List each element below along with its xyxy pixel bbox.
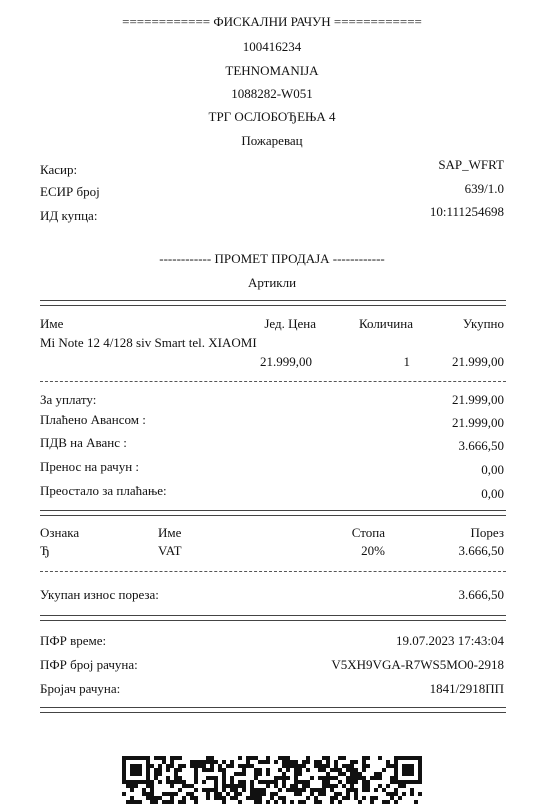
total-label: Плаћено Авансом : (40, 412, 146, 427)
total-value: 21.999,00 (452, 392, 504, 407)
total-value: 21.999,00 (452, 415, 504, 430)
info-value: 10:111254698 (429, 204, 504, 219)
pfr-row-number (40, 657, 504, 675)
tax-table-row (40, 543, 504, 561)
pfr-value: 19.07.2023 17:43:04 (396, 633, 504, 648)
item-quantity: 1 (403, 354, 410, 369)
tax-col-header-name: Име (158, 525, 182, 540)
company-name: TEHNOMANIJA (225, 63, 319, 78)
total-label: Пренос на рачун : (40, 459, 140, 474)
totals-row-advance-vat (40, 435, 504, 453)
item-total: 21.999,00 (452, 354, 504, 369)
tax-code: Ђ (40, 543, 50, 558)
col-header-quantity: Количина (358, 316, 413, 331)
separator-double (40, 707, 506, 713)
item-values-row (40, 354, 504, 372)
total-value: 3.666,50 (458, 438, 504, 453)
separator-double (40, 615, 506, 621)
qr-code-graphic (122, 756, 422, 804)
totals-row-payable (40, 392, 504, 410)
totals-row-transfer (40, 459, 504, 477)
total-label: Преостало за плаћање: (40, 483, 167, 498)
section-title: ------------ ПРОМЕТ ПРОДАЈА ------------ (159, 251, 385, 266)
total-label: За уплату: (40, 392, 97, 407)
info-label: ИД купца: (40, 208, 98, 223)
pfr-label: Бројач рачуна: (40, 681, 121, 696)
info-label: ЕСИР број (40, 184, 100, 199)
pfr-value: 1841/2918ПП (429, 681, 504, 696)
pfr-row-time (40, 633, 504, 651)
store-city: Пожаревац (241, 133, 303, 148)
tax-total-label: Укупан износ пореза: (40, 587, 159, 602)
col-header-unit-price: Јед. Цена (264, 316, 316, 331)
totals-row-remaining (40, 483, 504, 501)
col-header-total: Укупно (462, 316, 504, 331)
tax-rate: 20% (361, 543, 385, 558)
receipt-banner: ============ ФИСКАЛНИ РАЧУН ============ (122, 14, 422, 29)
info-label: Касир: (40, 162, 78, 177)
separator-dashed (40, 381, 506, 382)
tax-name: VAT (158, 543, 182, 558)
tax-total-row (40, 587, 504, 605)
separator-double (40, 510, 506, 516)
item-unit-price: 21.999,00 (260, 354, 312, 369)
total-value: 0,00 (481, 486, 504, 501)
total-label: ПДВ на Аванс : (40, 435, 127, 450)
total-value: 0,00 (481, 462, 504, 477)
totals-row-advance-paid (40, 412, 504, 430)
pfr-value: V5XH9VGA-R7WS5MO0-2918 (331, 657, 504, 672)
tax-total-value: 3.666,50 (458, 587, 504, 602)
info-row-cashier-label (40, 162, 504, 180)
tax-col-header-rate: Стопа (351, 525, 385, 540)
tax-col-header-tax: Порез (470, 525, 504, 540)
tax-amount: 3.666,50 (458, 543, 504, 558)
tax-id-number: 100416234 (242, 39, 302, 54)
tax-table-header (40, 525, 504, 543)
tax-col-header-code: Ознака (40, 525, 80, 540)
pfr-label: ПФР број рачуна: (40, 657, 138, 672)
store-address: ТРГ ОСЛОБОЂЕЊА 4 (208, 109, 336, 124)
items-table-header (40, 316, 504, 334)
separator-dashed (40, 571, 506, 572)
location-code: 1088282-W051 (231, 86, 313, 101)
item-name-row (40, 335, 504, 353)
info-row-buyer-label (40, 208, 504, 226)
info-value: 639/1.0 (464, 181, 504, 196)
info-row-esir-label (40, 184, 504, 202)
section-subtitle: Артикли (247, 275, 297, 290)
pfr-label: ПФР време: (40, 633, 107, 648)
qr-code-icon (122, 756, 422, 804)
separator-double (40, 300, 506, 306)
pfr-row-counter (40, 681, 504, 699)
col-header-name: Име (40, 316, 64, 331)
item-name: Mi Note 12 4/128 siv Smart tel. XIAOMI (40, 335, 257, 350)
info-value: SAP_WFRT (438, 157, 504, 172)
